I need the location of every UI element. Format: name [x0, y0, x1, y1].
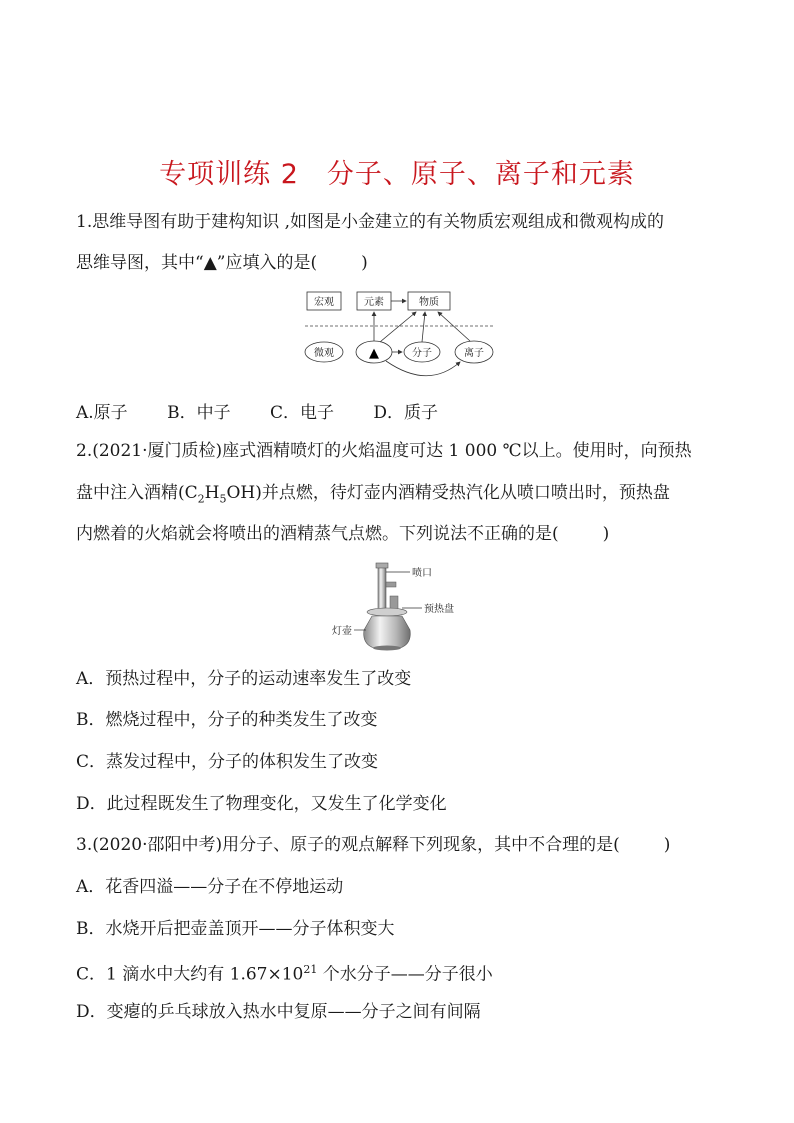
q1-line-1: 1.思维导图有助于建构知识 ,如图是小金建立的有关物质宏观组成和微观构成的	[76, 212, 665, 232]
q1-line-2	[76, 252, 368, 274]
q2-line-3	[76, 523, 609, 545]
nozzle-label: 喷口	[412, 568, 432, 579]
q2-text-c: OH)并点燃，待灯壶内酒精受热汽化从喷口喷出时，预热盘	[226, 483, 670, 503]
q3-option-b[interactable]: B．水烧开后把壶盖顶开——分子体积变大	[76, 919, 395, 939]
q1-close-paren: )	[361, 253, 368, 273]
q2-option-d[interactable]: D．此过程既发生了物理变化，又发生了化学变化	[76, 794, 447, 814]
q2-text-b: H	[204, 483, 220, 503]
q2-text-a: 盘中注入酒精(C	[76, 483, 198, 503]
q3-close-paren: )	[663, 835, 671, 855]
q2-close-paren: )	[602, 524, 610, 544]
burner-pot	[364, 616, 411, 648]
q2-stem-text: 内燃着的火焰就会将喷出的酒精蒸气点燃。下列说法不正确的是(	[76, 524, 559, 544]
substance-label: 物质	[419, 297, 439, 308]
preheat-label: 预热盘	[424, 604, 454, 615]
q1-option-b[interactable]: B．中子	[167, 403, 231, 423]
pot-label: 灯壶	[332, 626, 352, 637]
molecule-label: 分子	[412, 348, 432, 359]
alcohol-burner-figure	[330, 560, 470, 652]
q2-line-2	[76, 482, 670, 510]
q2-option-b[interactable]: B．燃烧过程中，分子的种类发生了改变	[76, 710, 378, 730]
ion-label: 离子	[464, 348, 484, 359]
nozzle-tube	[378, 565, 386, 611]
triangle-icon: ▲	[369, 346, 379, 361]
macro-label: 宏观	[314, 297, 334, 308]
q1-options	[76, 398, 472, 423]
element-label: 元素	[364, 297, 384, 308]
q3-option-a[interactable]: A．花香四溢——分子在不停地运动	[76, 877, 344, 897]
q3-option-d[interactable]: D．变瘪的乒乓球放入热水中复原——分子之间有间隔	[76, 1002, 481, 1022]
q2-option-a[interactable]: A．预热过程中，分子的运动速率发生了改变	[76, 669, 412, 689]
q1-option-a[interactable]: A.原子	[76, 403, 128, 423]
superscript-21: 21	[303, 963, 318, 976]
subscript-5: 5	[219, 492, 227, 506]
q1-mind-map	[300, 286, 500, 378]
page-title: 专项训练 2 分子、原子、离子和元素	[159, 159, 635, 190]
q1-option-c[interactable]: C．电子	[270, 403, 335, 423]
q3-line-1	[76, 834, 670, 856]
subscript-2: 2	[197, 492, 205, 506]
micro-label: 微观	[314, 348, 334, 359]
q3-option-c-text-2: 个水分子——分子很小	[317, 964, 493, 985]
q2-line-1: 2.(2021·厦门质检)座式酒精喷灯的火焰温度可达 1 000 ℃以上。使用时，向预热	[76, 441, 692, 461]
q3-option-c[interactable]	[76, 959, 493, 986]
q1-option-d[interactable]: D．质子	[373, 403, 439, 423]
q3-stem-text: 3.(2020·邵阳中考)用分子、原子的观点解释下列现象，其中不合理的是(	[76, 835, 620, 855]
q3-option-c-text: C．1 滴水中大约有 1.67×10	[76, 964, 304, 985]
preheat-dish	[367, 608, 407, 616]
q2-option-c[interactable]: C．蒸发过程中，分子的体积发生了改变	[76, 752, 379, 772]
q1-stem-text: 思维导图，其中“▲”应填入的是(	[76, 253, 318, 273]
